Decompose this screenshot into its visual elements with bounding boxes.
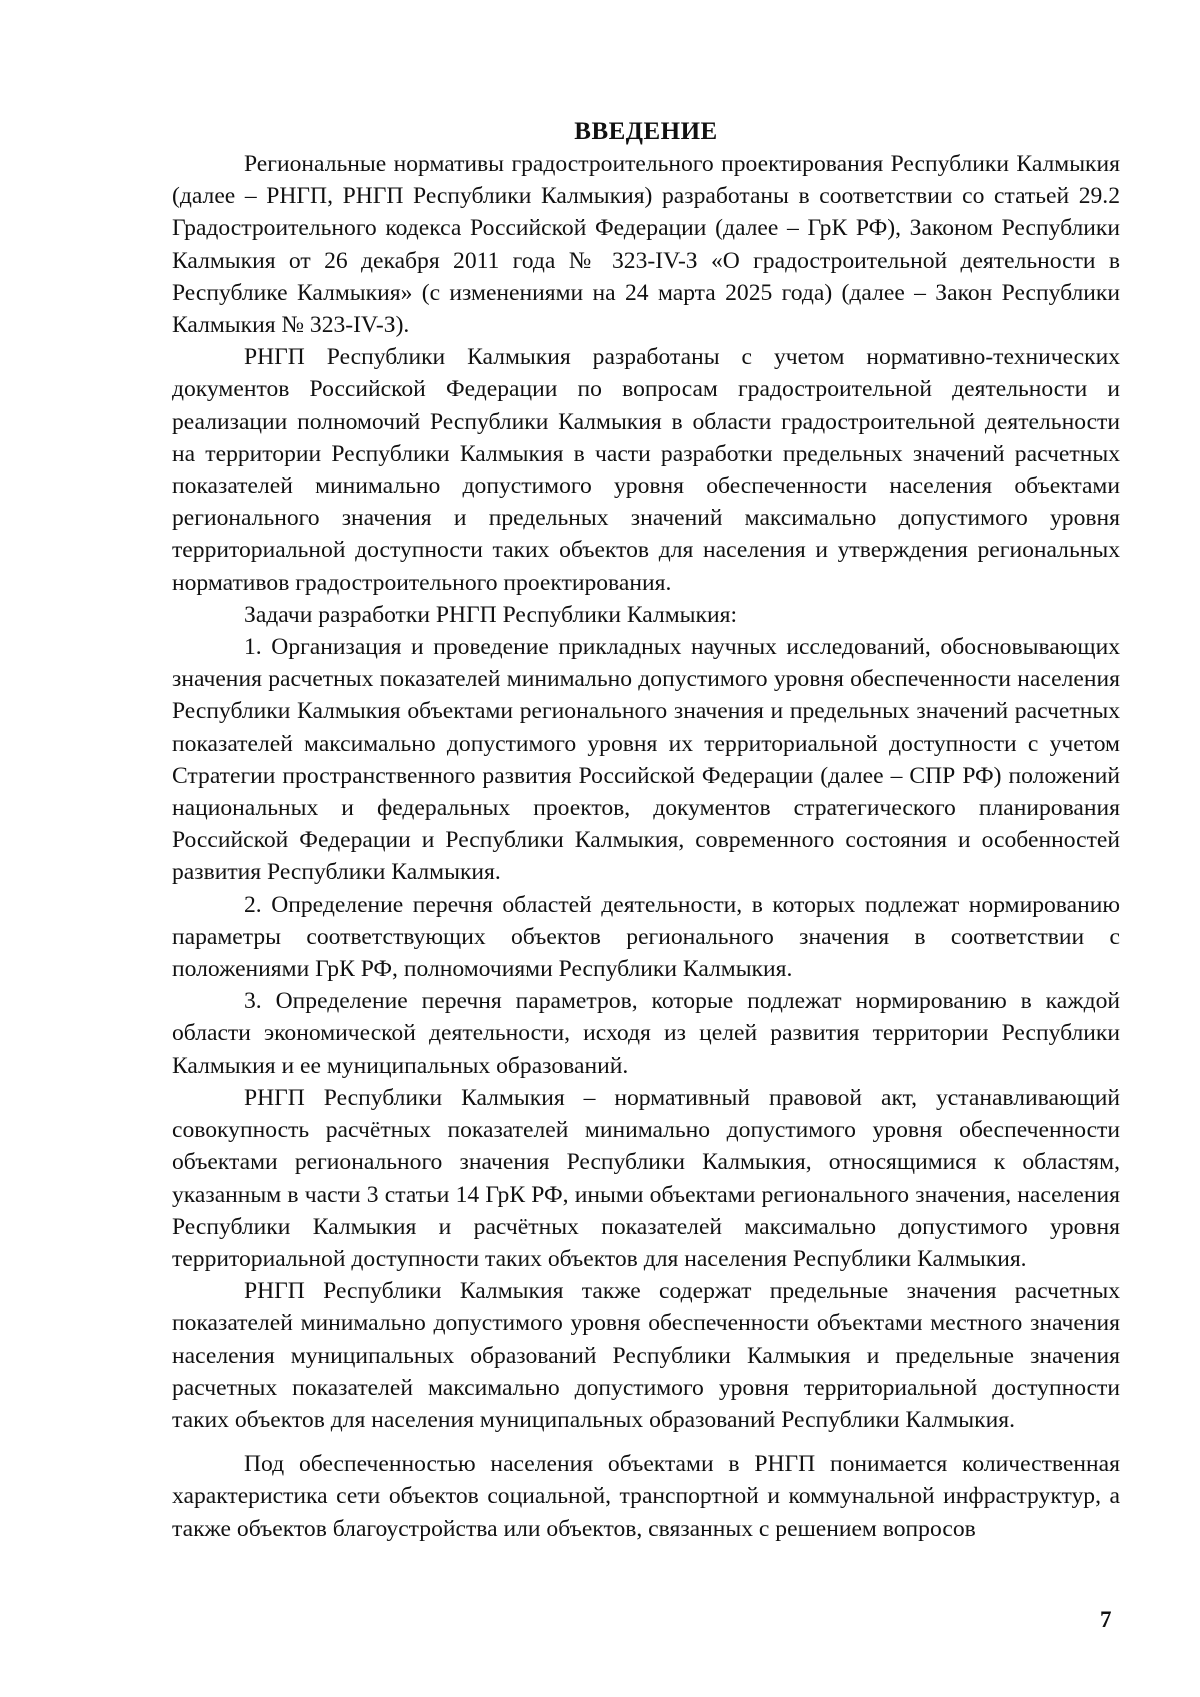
paragraph-provision-definition: Под обеспеченностью населения объектами в РНГП понимается количественная характеристика сети объектов социальной, транспортной и коммунальной инфраструктур, а также объектов благоустройства или объектов, связанных с решением вопросов: [172, 1451, 1120, 1542]
page-content: [172, 116, 1120, 1545]
paragraph-tasks-heading: Задачи разработки РНГП Республики Калмыкия:: [244, 601, 738, 628]
page-title: ВВЕДЕНИЕ: [574, 118, 718, 145]
paragraph-development-basis: РНГП Республики Калмыкия разработаны с учетом нормативно-технических документов Российской Федерации по вопросам градостроительной деятельности и реализации полномочий Республики Калмыкия в области градостроительной деятельности на территории Республики Калмыкия в части разработки предельных значений расчетных показателей минимально допустимого уровня обеспеченности населения объектами регионального значения и предельных значений максимально допустимого уровня территориальной доступности таких объектов для населения и утверждения региональных нормативов градостроительного проектирования.: [172, 344, 1120, 596]
page-number: 7: [1100, 1607, 1112, 1632]
paragraph-local-values: РНГП Республики Калмыкия также содержат предельные значения расчетных показателей минимально допустимого уровня обеспеченности объектами местного значения населения муниципальных образований Республики Калмыкия и предельные значения расчетных показателей максимально допустимого уровня территориальной доступности таких объектов для населения муниципальных образований Республики Калмыкия.: [172, 1278, 1120, 1433]
paragraph-task-2: 2. Определение перечня областей деятельности, в которых подлежат нормированию параметры соответствующих объектов регионального значения в соответствии с положениями ГрК РФ, полномочиями Республики Калмыкия.: [172, 891, 1120, 983]
paragraph-task-1: 1. Организация и проведение прикладных научных исследований, обосновывающих значения расчетных показателей минимально допустимого уровня обеспеченности населения Республики Калмыкия объектами регионального значения и предельных значений расчетных показателей максимально допустимого уровня их территориальной доступности с учетом Стратегии пространственного развития Российской Федерации (далее – СПР РФ) положений национальных и федеральных проектов, документов стратегического планирования Российской Федерации и Республики Калмыкия, современного состояния и особенностей развития Республики Калмыкия.: [172, 634, 1120, 886]
paragraph-legal-basis: Региональные нормативы градостроительного проектирования Республики Калмыкия (далее – РНГП, РНГП Республики Калмыкия) разработаны в соответствии со статьей 29.2 Градостроительного кодекса Российской Федерации (далее – ГрК РФ), Законом Республики Калмыкия от 26 декабря 2011 года № 323-IV-З «О градостроительной деятельности в Республике Калмыкия» (с изменениями на 24 марта 2025 года) (далее – Закон Республики Калмыкия № 323-IV-З).: [172, 151, 1120, 339]
paragraph-task-3: 3. Определение перечня параметров, которые подлежат нормированию в каждой области экономической деятельности, исходя из целей развития территории Республики Калмыкия и ее муниципальных образований.: [172, 988, 1120, 1079]
paragraph-definition: РНГП Республики Калмыкия – нормативный правовой акт, устанавливающий совокупность расчётных показателей минимально допустимого уровня обеспеченности объектами регионального значения Республики Калмыкия, относящимися к областям, указанным в части 3 статьи 14 ГрК РФ, иными объектами регионального значения, населения Республики Калмыкия и расчётных показателей максимально допустимого уровня территориальной доступности таких объектов для населения Республики Калмыкия.: [172, 1084, 1120, 1272]
